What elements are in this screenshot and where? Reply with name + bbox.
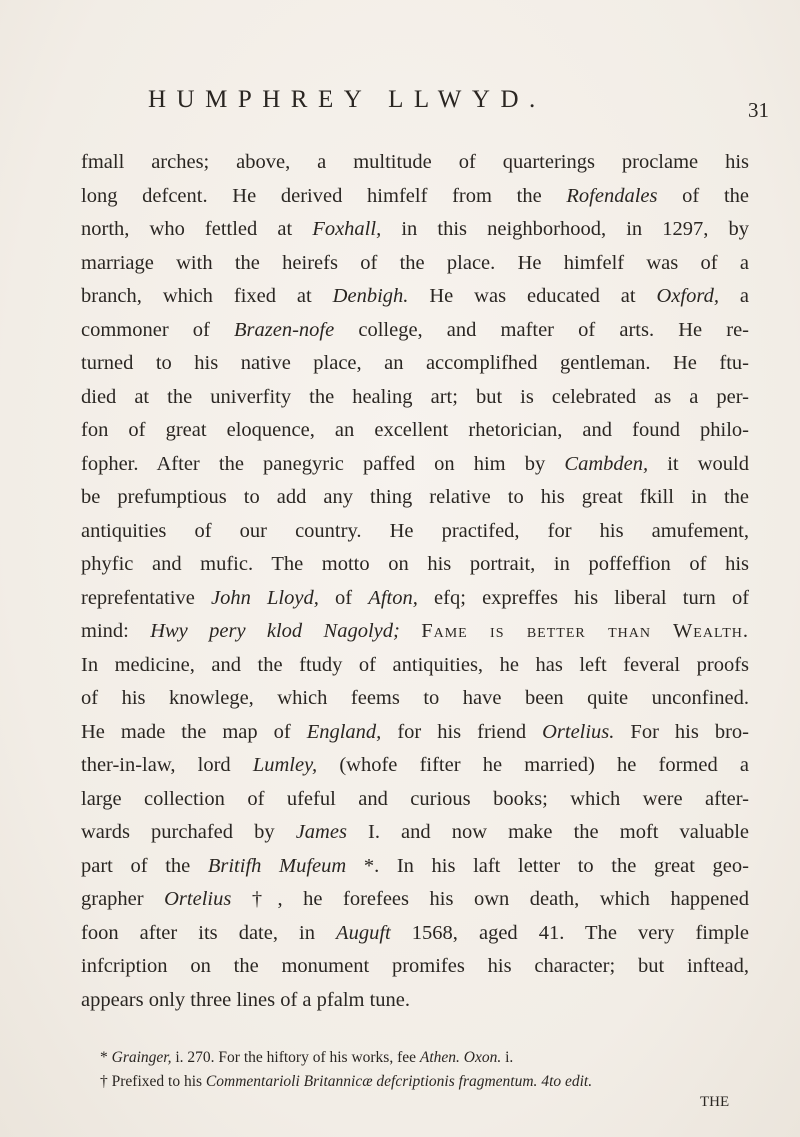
text-run: fon of great eloquence, an excellent rhetorician, and found philo- [81, 419, 749, 441]
running-head: HUMPHREY LLWYD. [148, 86, 546, 113]
text-run: 4to edit. [541, 1073, 593, 1090]
text-line [81, 515, 749, 549]
text-run: James [295, 821, 347, 843]
text-run: infcription on the monument promifes his character; but inftead, [81, 955, 749, 977]
text-run: for his friend [381, 720, 543, 743]
text-run: be prefumptious to add any thing relative to his great fkill in the [81, 486, 749, 508]
text-run: a [718, 285, 749, 307]
text-run: Britifh Mufeum [207, 854, 347, 877]
text-run: grapher [81, 888, 165, 910]
text-run: England, [306, 720, 382, 743]
text-run: part of the [81, 854, 208, 877]
text-run: i. 270. For the hiftory of his works, fee [171, 1049, 420, 1066]
text-line [81, 682, 749, 716]
text-line [81, 783, 749, 817]
text-run: ther-in-law, lord [81, 754, 253, 776]
text-run: reprefentative [81, 586, 211, 609]
text-run: Oxford, [656, 285, 719, 307]
text-line [81, 247, 749, 281]
text-run: Hwy pery klod Nagolyd; [150, 620, 400, 642]
text-run: marriage with the heirefs of the place. He himfelf was of a [81, 251, 749, 274]
text-line [81, 347, 749, 381]
text-run: Ortelius [164, 888, 232, 910]
text-run: turned to his native place, an accomplifhed gentleman. He ftu- [81, 352, 749, 374]
text-line [81, 716, 749, 750]
page-header [0, 86, 800, 126]
text-line [81, 950, 749, 984]
text-run: Brazen-nofe [234, 318, 335, 341]
text-run: *. In his laft letter to the great geo- [346, 854, 749, 877]
text-run: it would [648, 452, 749, 475]
text-run: fopher. After the panegyric paffed on him by [81, 452, 565, 475]
footnote [100, 1046, 750, 1070]
text-line [81, 314, 749, 348]
text-run [400, 620, 421, 642]
text-run: He made the map of [81, 720, 307, 743]
text-run: wards purchafed by [81, 821, 296, 843]
text-run: Cambden, [564, 452, 649, 475]
text-run: * [100, 1049, 112, 1066]
text-line [81, 448, 749, 482]
text-run: In medicine, and the ftudy of antiquities, he has left feveral proofs [81, 653, 749, 676]
text-line [81, 749, 749, 783]
text-run: I. and now make the moft valuable [346, 821, 749, 843]
text-line [81, 816, 749, 850]
text-run: long defcent. He derived himfelf from the [81, 184, 567, 207]
text-run: Commentarioli Britannicæ defcriptionis fragmentum. [205, 1073, 538, 1090]
text-run: commoner of [81, 318, 235, 341]
text-run: efq; expreffes his liberal turn of [417, 586, 749, 609]
text-line [81, 548, 749, 582]
catchword: THE [700, 1094, 730, 1110]
text-run: Rofendales [566, 184, 658, 207]
text-line [81, 180, 749, 214]
text-run: branch, which fixed at [81, 285, 333, 307]
text-run: mind: [81, 620, 151, 642]
text-run: large collection of ufeful and curious books; which were after- [81, 787, 749, 810]
text-run: Grainger, [111, 1049, 172, 1066]
text-line [81, 582, 749, 616]
footnotes [100, 1046, 750, 1094]
text-run: Denbigh. [332, 285, 409, 307]
text-run: Athen. Oxon. [419, 1049, 502, 1066]
text-run: foon after its date, in [81, 921, 337, 944]
text-run: Afton, [368, 586, 418, 609]
text-line [81, 850, 749, 884]
text-run: †, he forefees his own death, which happened [231, 888, 749, 910]
text-run: of the [657, 184, 749, 207]
text-run: college, and mafter of arts. He re- [334, 318, 749, 341]
text-run: He was educated at [408, 285, 657, 307]
text-run: Auguft [336, 921, 391, 944]
text-line [81, 984, 749, 1018]
text-run: i. [501, 1049, 514, 1066]
text-run: Lumley, [252, 754, 318, 776]
text-line [81, 481, 749, 515]
text-run: (whofe fifter he married) he formed a [317, 754, 749, 776]
text-run: fmall arches; above, a multitude of quarterings proclame his [81, 151, 749, 173]
text-line [81, 280, 749, 314]
text-run: antiquities of our country. He practifed, for his amufement, [81, 519, 749, 542]
text-run: of [318, 586, 369, 609]
text-run: For his bro- [614, 720, 749, 743]
text-run: Fame is better than Wealth. [421, 620, 749, 642]
text-line [81, 213, 749, 247]
text-line [81, 917, 749, 951]
text-run: John Lloyd, [211, 586, 319, 609]
text-run: 1568, aged 41. The very fimple [390, 921, 749, 944]
text-run: appears only three lines of a pfalm tune. [81, 988, 411, 1011]
text-line [81, 146, 749, 180]
text-line [81, 883, 749, 917]
page-number: 31 [748, 98, 769, 122]
text-line [81, 414, 749, 448]
text-line [81, 615, 749, 649]
text-run: of his knowlege, which feems to have been quite unconfined. [81, 687, 749, 709]
text-run: Foxhall, [312, 218, 382, 240]
text-run: in this neighborhood, in 1297, by [381, 218, 749, 240]
footnote [100, 1070, 750, 1094]
text-run: † Prefixed to his [100, 1073, 206, 1090]
text-run: died at the univerfity the healing art; but is celebrated as a per- [81, 385, 749, 408]
text-line [81, 381, 749, 415]
text-run: Ortelius. [542, 720, 615, 743]
text-run: north, who fettled at [81, 218, 313, 240]
text-run: phyfic and mufic. The motto on his portrait, in poffeffion of his [81, 553, 749, 575]
body-text [81, 146, 749, 1017]
text-line [81, 649, 749, 683]
